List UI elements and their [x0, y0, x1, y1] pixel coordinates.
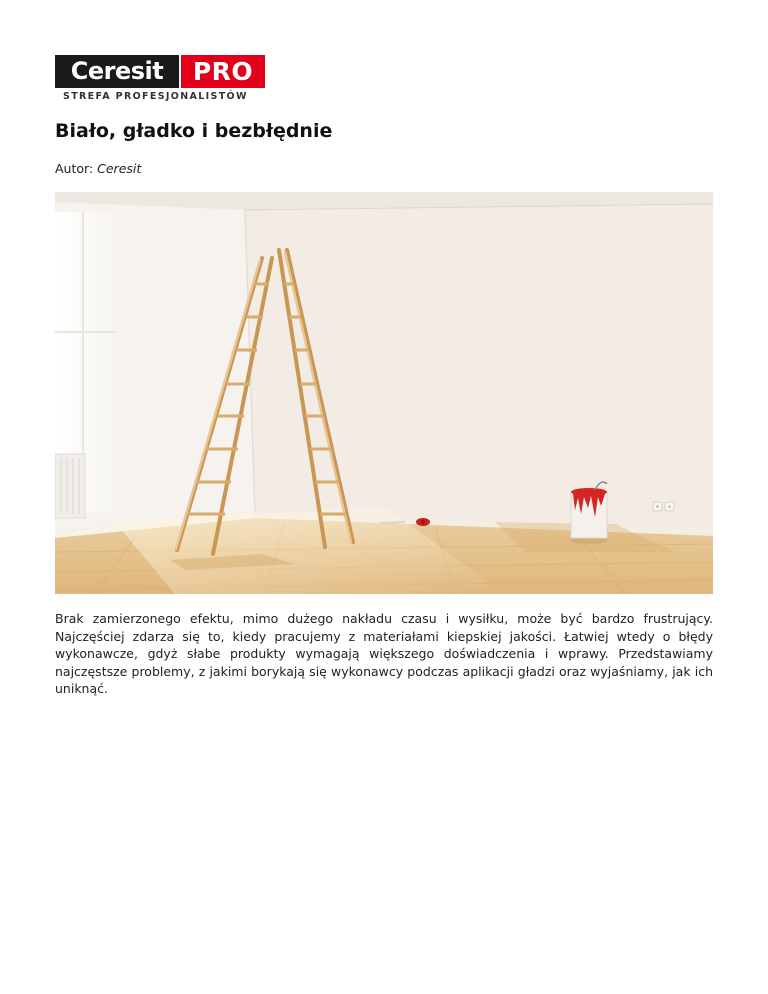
author-name: Ceresit	[97, 161, 142, 176]
logo-ceresit-text: Ceresit	[55, 55, 179, 88]
hero-image	[55, 192, 713, 594]
article-author	[55, 161, 141, 176]
logo-pro-badge: PRO	[181, 55, 265, 88]
article-title: Biało, gładko i bezbłędnie	[55, 120, 333, 142]
ceresit-pro-logo	[55, 55, 265, 105]
author-label: Autor:	[55, 161, 94, 176]
empty-room-ladder-paint-bucket-photo	[55, 192, 713, 594]
article-lead-paragraph: Brak zamierzonego efektu, mimo dużego nakładu czasu i wysiłku, może być bardzo frustrujący. Najczęściej zdarza się to, kiedy pracujemy z materiałami kiepskiej jakości. Łatwiej wtedy o błędy wykonawcze, gdyż słabe produkty wymagają większego doświadczenia i wprawy. Przedstawiamy najczęstsze problemy, z jakimi borykają się wykonawcy podczas aplikacji gładzi oraz wyjaśniamy, jak ich uniknąć.	[55, 611, 713, 697]
logo-wordmark	[55, 55, 265, 88]
logo-tagline: STREFA PROFESJONALISTÓW	[63, 91, 248, 102]
